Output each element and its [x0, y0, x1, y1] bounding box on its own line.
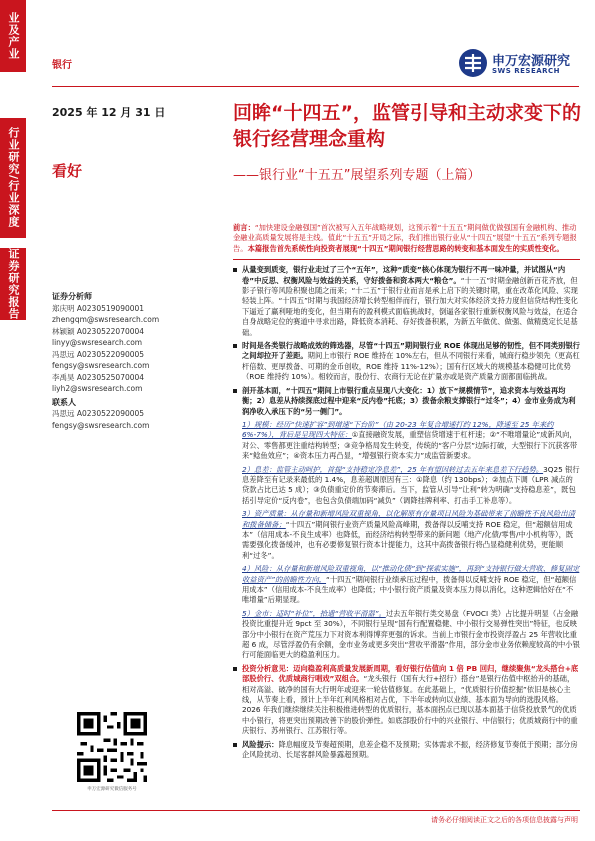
sector-label: 银行: [52, 60, 72, 71]
sub-item-margin: [242, 465, 580, 507]
sub-item-body: “十四五”期间银行业绩承压过程中，拨备得以反哺支持 ROE 稳定，但“超额信用成本”（信用成本-不良生成率）也降低；中小银行资产质量及资本压力得以消化，这种逻辑恰好在“不唯增量”后期显现。: [242, 574, 577, 605]
sub-item-head: 2）息差：监管主动呵护，首提“支持稳定净息差”，25 年有望因转过去五年来息差下行趋势。: [242, 464, 544, 474]
logo-english-name: SWS RESEARCH: [492, 67, 561, 75]
side-tab-bar: [0, 0, 26, 841]
logo-chinese-name: 申万宏源研究: [492, 54, 571, 69]
preface-label: 前言：: [233, 223, 255, 232]
sub-item-body: “十四五”期间银行业资产质量风险高峰期，拨备得以反哺支持 ROE 稳定，但“超额信用成本”（信用成本-不良生成率）也降低，而经济结构转型带来的新问题（地产/化债/零售/中小机构等），既需要强化拨备缓冲，也有必要修复银行资本计提能力，这其中高拨备银行将凸显稳健利优势，更能顺利“过冬”。: [242, 519, 574, 560]
list-item: [233, 664, 580, 737]
analyst-name: 李禹昊 A0230525070004: [52, 372, 145, 382]
qr-caption: 申万宏源研究微信服务号: [87, 787, 137, 792]
sub-item-head: 4）风险：从存量和新增风险双重视角，以“推动化债”到“探索实施”，再到“支持银行做大营收、修复固定收益资产”的前瞻性方向，: [242, 564, 580, 584]
analyst-name: 冯思远 A0230522090005: [52, 349, 145, 359]
preface: [233, 223, 580, 254]
contact-name: 冯思远 A0230522090005: [52, 409, 145, 418]
analyst-email[interactable]: linyy@swsresearch.com: [52, 338, 143, 347]
bullet-lead: 剖开基本面，“十四五”期间上市银行重点呈现八大变化：1）放下“规模情节”，追求资本与效益再均衡；2）息差从持续探底过程中迎来“反内卷”托底；3）拨备余粮支撑银行“过冬”；4）金市业务成为利润净收入承压下的“另一侧门”。: [242, 385, 576, 416]
sub-item-head: 1）规模：经历“快速扩容”到增速“下台阶”（由 20-23 年复合增速打约 12%，降速至 25 年来约 6%-7%），背后是呈现四大特征：: [242, 419, 554, 440]
qr-code-icon[interactable]: [77, 712, 147, 782]
analyst-heading: 证券分析师: [52, 292, 92, 301]
side-tab-report-type: 行业研究/行业深度: [0, 118, 26, 238]
preface-emphasis: 本篇报告首先系统性向投资者展现“十四五”期间银行经营思路的转变和基本面发生的实质性变化。: [247, 243, 564, 253]
risk-label: 风险提示：: [242, 739, 279, 749]
contact-email[interactable]: fengsy@swsresearch.com: [52, 420, 150, 430]
analyst-email[interactable]: zhengqm@swsresearch.com: [52, 315, 160, 324]
bullet-body: “十一五”时期金融创新百花齐放，但影子银行等风险积聚也随之而来；“十二五”于银行业而言是承上启下的关键时期，重在改革化风险、实现轻装上阵。“十四五”时期与我国经济增长转型相伴而行，银行加大对实体经济支持力度但信贷结构性变化下逼近了赢利哑地的变化，但当期有的盈利模式面临挑战时，倒逼各家银行重新权衡风险与效益，在适合自身战略定位的赛道中寻求出路，降低资本消耗、存好拨备积累，为新五年做优、做强、做精奠定长足基础。: [242, 275, 578, 337]
analyst-name: 林颖颖 A0230522070004: [52, 326, 145, 336]
bullet-body: 期间上市银行 ROE 维持在 10%左右，但从不同银行来看，城商行稳步领先（更高杠杆倍数、更厚拨备、可期的金币创收，ROE 维持 11%-12%）；国有行区域大的规模基本稳健可比优势（ROE 维持约 10%）。相较而言，股份行、农商行无论在扩量亦或是资产质量方面都面临挑战。: [242, 351, 580, 382]
bullet-lead: 时间是各类银行战略成效的筛选器，尽管“十四五”期间银行业 ROE 体现出足够的韧性，但不同类别银行之间却拉开了差距。: [242, 341, 580, 361]
report-subtitle: ——银行业“十五五”展望系列专题（上篇）: [233, 168, 481, 183]
header-rule: [52, 86, 579, 87]
list-item: [233, 386, 580, 417]
footer-disclaimer[interactable]: 请务必仔细阅读正文之后的各项信息披露与声明: [431, 816, 578, 824]
list-item: [233, 341, 580, 383]
side-tab-securities: 证券研究报告: [0, 248, 26, 320]
sub-item-risk: [242, 564, 580, 606]
sub-item-head: 5）金市：适时“补位”，拾遗“营收平滑器”。: [242, 608, 386, 618]
analyst-email[interactable]: fengsy@swsresearch.com: [52, 361, 150, 370]
sub-item-body: ①直接融资发展，重塑信贷增速于杠杆速；②“不唯增量论”成新风向，对公、零售都更注重结构转型；③竞争格局发生转变，传统的“客户分层”边际打破，大型银行下沉获客带来“鲶鱼效应”；④资本压力再凸显，“增强银行资本实力”成监管新要求。: [242, 430, 578, 461]
company-logo: [458, 46, 578, 82]
sub-item-scale: [242, 420, 580, 462]
risk-text: 降息幅度及节奏超预期，息差企稳不及预期；实体需求不振，经济修复节奏低于预期；部分房企风险扰动、长尾客群风险暴露超预期。: [242, 739, 578, 760]
preface-text: “加快建设金融强国”首次被写入五年战略规划，这预示着“十五五”期间做优做强国有金融机构、推动金融业高质量发展将是主线。值此“十五五”开局之际，我们推出银行业从“十四五”展望“十五五”系列专题报告。: [233, 223, 577, 253]
investment-list: [233, 664, 580, 761]
list-item: [233, 265, 580, 338]
report-date: 2025 年 12 月 31 日: [52, 106, 166, 119]
sub-item-body: 过去五年银行类交易盘（FVOCI 类）占比提升明显（占金融投资比重提升近 9pct 至 30%），不同银行呈现“国有行配置稳健、中小银行交易弹性突出”特征，也反映部分中小银行在资产荒压力下对资本利得博弈更强的诉求。当前上市银行金市投资浮盈占 25 年营收比重超 6 成，尽管浮盈仍有余额，金市业务或更多突出“营收平滑器”作用，部分金市业务依赖度较高的中小银行可能面临更大的稳盈利压力。: [242, 608, 580, 660]
side-tab-industry: 业及产业: [0, 0, 26, 72]
key-points-list: [233, 265, 580, 417]
investment-label: 投资分析意见：迈向稳盈利高质量发展新周期，看好银行估值向 1 倍 PB 回归，继续聚焦“龙头搭台+底部股价行、优质城商行唱戏”双组合。: [242, 663, 579, 684]
sub-item-body: 3Q25 银行息差降至有记录来最低的 1.4%，息差超调原因有三：①降息（约 130bps）；②加点下调（LPR 减点的贷款占比已达 5 成）；③负债重定价的节奏滞后。当下，监管从引导“让利”转为明确“支持稳息差”，既包括引导定价“反内卷”，也包含负债端加码“减负”（调降挂牌利率、打击手工补息等）。: [242, 464, 580, 505]
sub-item-markets: [242, 609, 580, 661]
footer-rule: [52, 810, 580, 811]
bullet-lead: 从量变到质变，银行业走过了三个“五年”，这种“质变”核心体现为银行不再一味冲量，并试图从“内卷”中反思、权衡风险与效益的关系，守好拨备和资本两大“粮仓”。: [242, 265, 566, 285]
sws-logo-icon: [458, 48, 488, 78]
rating-badge: 看好: [52, 162, 83, 180]
sub-item-head: 3）资产质量：从存量和新增风险双重视角，以化解原有存量项目风险为基础带来了前瞻性不良风险出清和拨备储备；: [242, 509, 575, 529]
analyst-email[interactable]: liyh2@swsresearch.com: [52, 384, 143, 393]
list-item: [233, 740, 580, 761]
analyst-name: 郑庆明 A0230519090001: [52, 303, 145, 313]
sub-item-provision: [242, 509, 580, 561]
report-title: 回眸“十四五”，监管引导和主动求变下的银行经营理念重构: [233, 102, 581, 150]
contact-heading: 联系人: [52, 397, 76, 407]
section-divider: [233, 259, 580, 260]
investment-body: “龙头银行（国有大行+招行）搭台”是银行估值中枢抬升的基础，相对高溢、破净的国有大行明年或迎来一轮估值修复。在此基础上，“优质银行价值挖掘”依旧是核心主线，从节奏上看，预计上半年红利风格相对占优，下半年或转向以业绩、基本面为导向的选股风格。2026 年我们继续继续关注积极推进转型的优质银行，基本面拐点已现以基本面基于信贷投放景气的优质中小银行，将更突出预期改善下的股价弹性。如底部股价行中的兴业银行、中信银行；优质城商行中的重庆银行、苏州银行、江苏银行等。: [242, 674, 578, 736]
analyst-panel: [52, 290, 222, 431]
main-content: [233, 223, 580, 764]
